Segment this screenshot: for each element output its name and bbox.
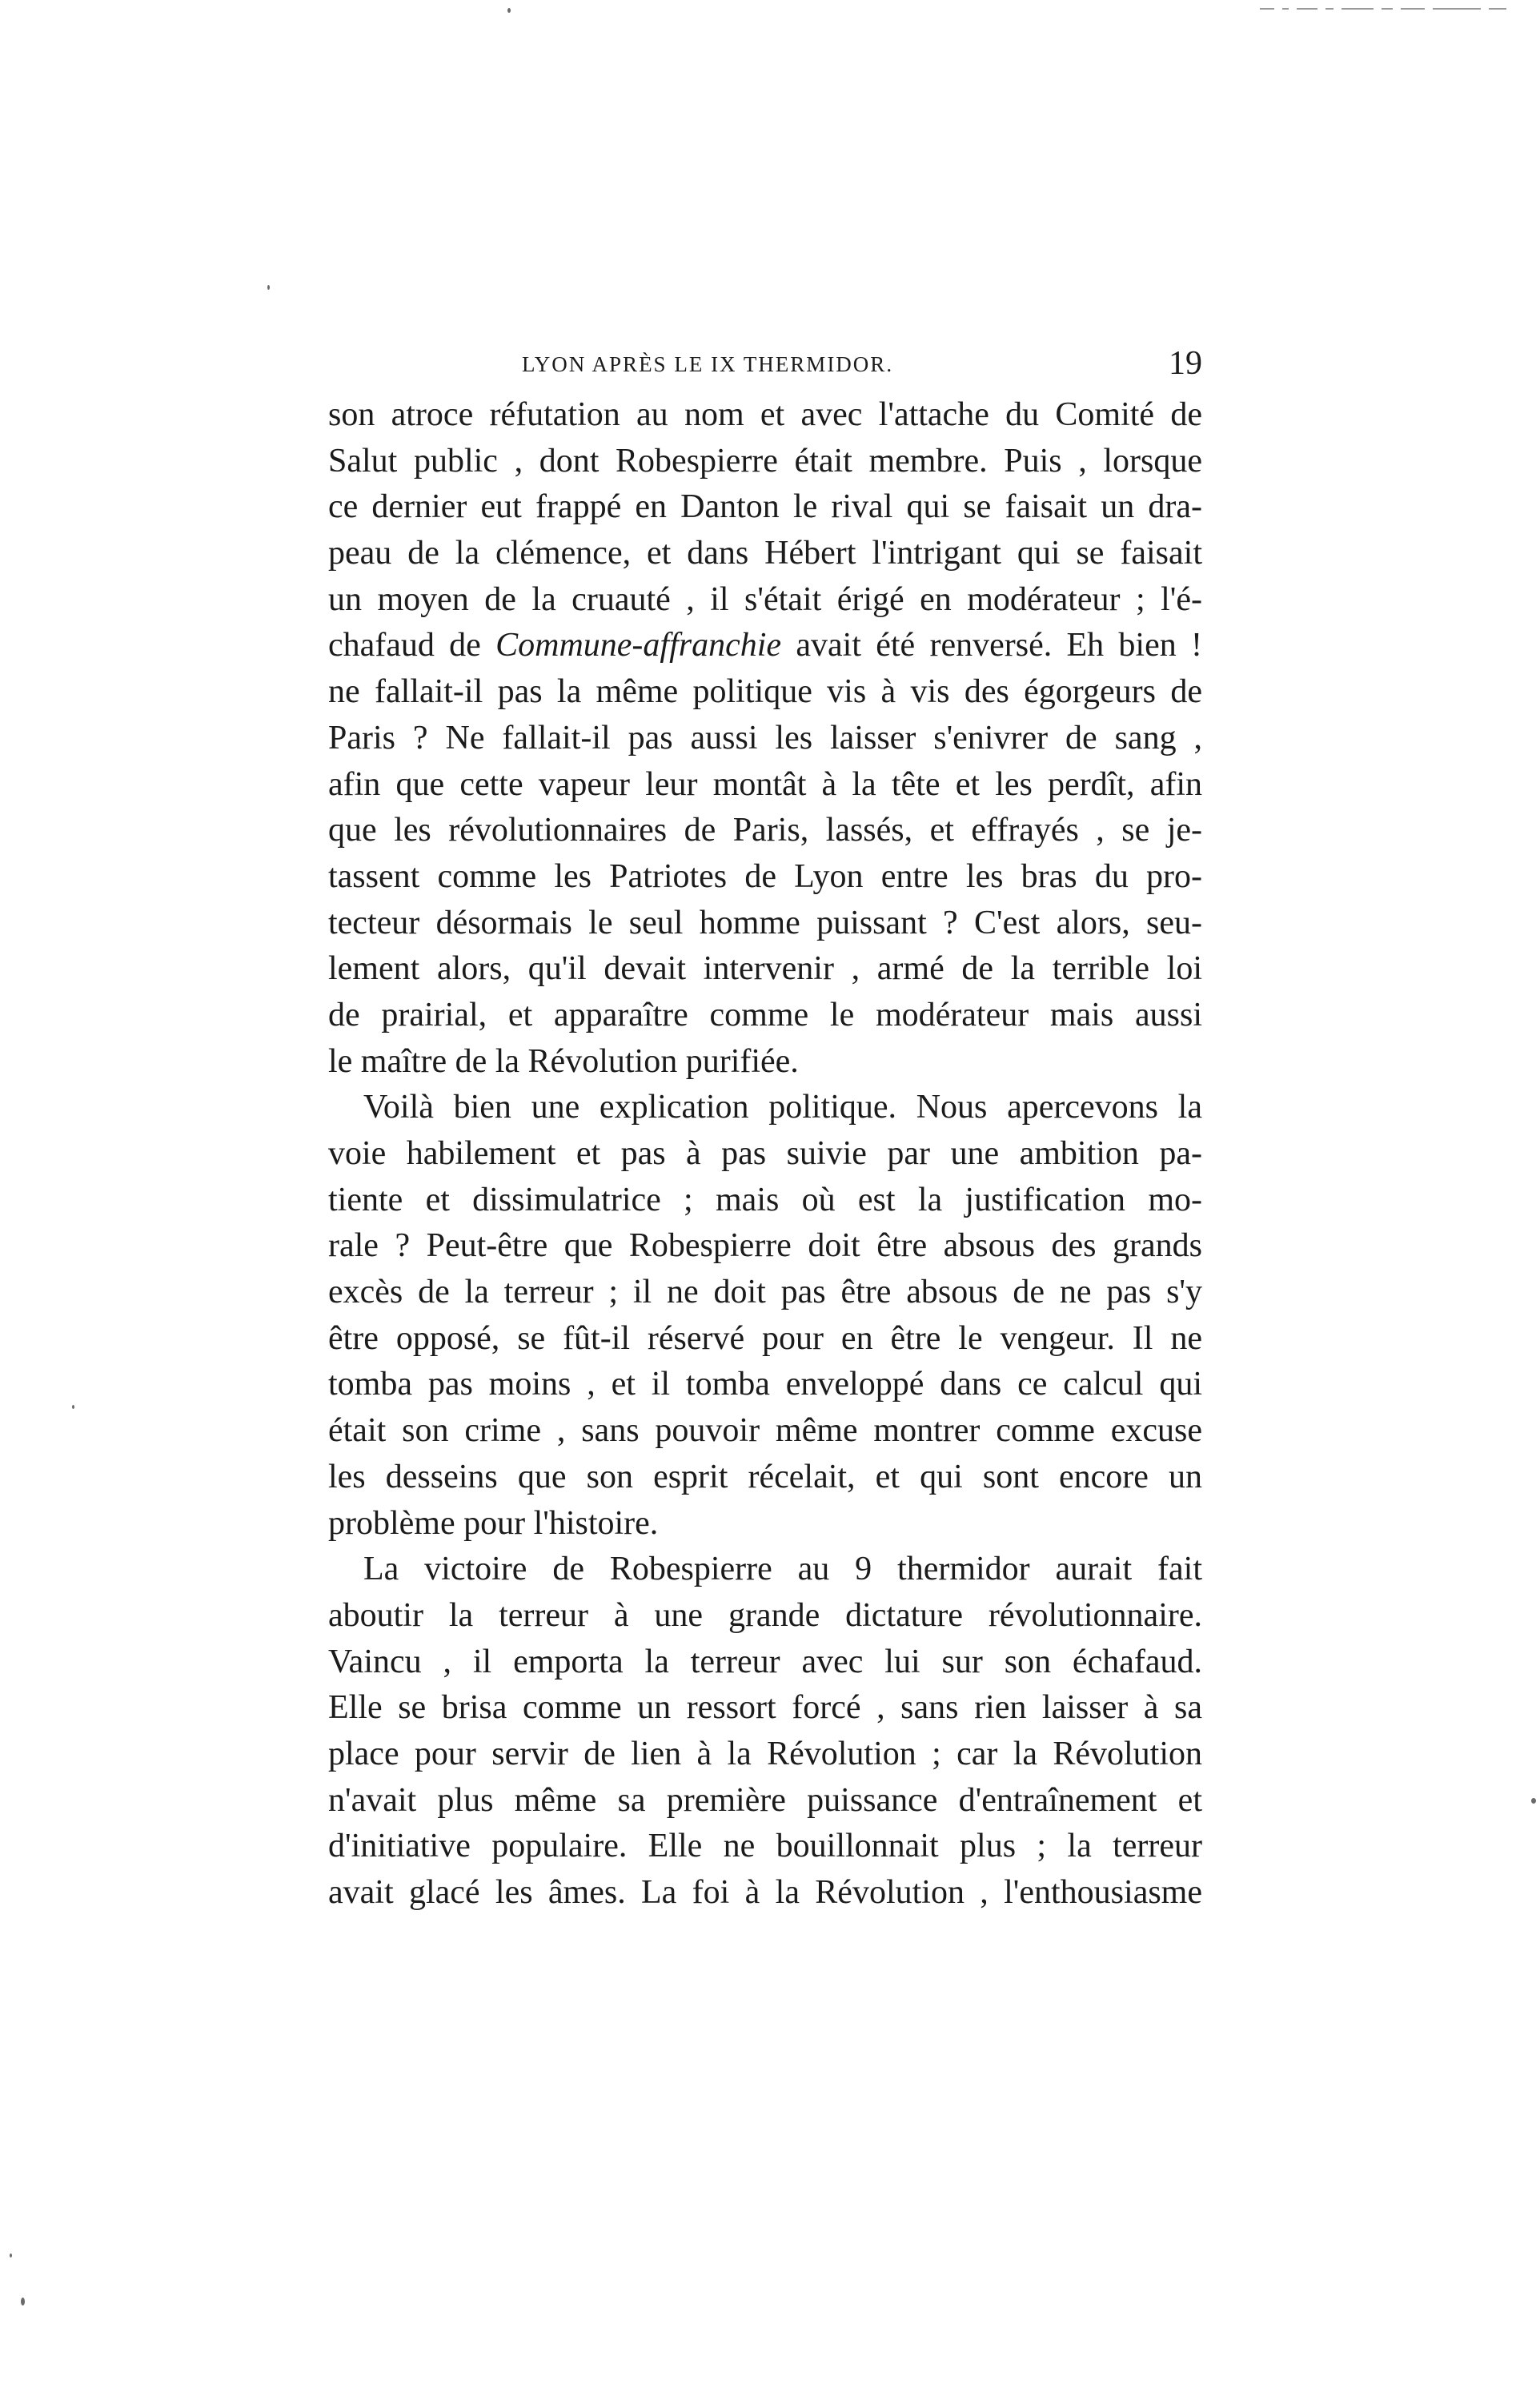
scan-speck	[10, 2253, 12, 2258]
text-line: de prairial, et apparaître comme le modérateur mais aussi	[328, 996, 1202, 1033]
text-line: ce dernier eut frappé en Danton le rival qui se faisait un dra-	[328, 488, 1202, 526]
text-line: rale ? Peut-être que Robespierre doit être absous des grands	[328, 1227, 1202, 1265]
text-line: son atroce réfutation au nom et avec l'attache du Comité de	[328, 396, 1202, 433]
text-line: lement alors, qu'il devait intervenir , armé de la terrible loi	[328, 950, 1202, 988]
text-line: afin que cette vapeur leur montât à la tête et les perdît, afin	[328, 765, 1202, 803]
text-line: Vaincu , il emporta la terreur avec lui sur son échafaud.	[328, 1643, 1202, 1680]
text-line: ne fallait-il pas la même politique vis à vis des égorgeurs de	[328, 673, 1202, 711]
text-line: Elle se brisa comme un ressort forcé , sans rien laisser à sa	[328, 1689, 1202, 1727]
text-line: tomba pas moins , et il tomba enveloppé dans ce calcul qui	[328, 1366, 1202, 1403]
text-line: le maître de la Révolution purifiée.	[328, 1042, 799, 1080]
text-line: un moyen de la cruauté , il s'était érigé en modérateur ; l'é-	[328, 580, 1202, 618]
text-line: Paris ? Ne fallait-il pas aussi les laisser s'enivrer de sang ,	[328, 719, 1202, 757]
text-line: tecteur désormais le seul homme puissant ? C'est alors, seu-	[328, 904, 1202, 941]
text-line: être opposé, se fût-il réservé pour en être le vengeur. Il ne	[328, 1319, 1202, 1357]
scan-speck	[72, 1405, 74, 1409]
scan-edge-artifact	[1260, 2, 1524, 10]
text-segment: chafaud de	[328, 627, 496, 664]
text-line: excès de la terreur ; il ne doit pas être absous de ne pas s'y	[328, 1274, 1202, 1311]
text-line: aboutir la terreur à une grande dictature révolutionnaire.	[328, 1596, 1202, 1634]
text-line	[328, 623, 1202, 669]
text-line: avait glacé les âmes. La foi à la Révolution , l'enthousiasme	[328, 1874, 1202, 1911]
italic-place-name: Commune-affranchie	[495, 627, 782, 664]
scan-speck	[1531, 1798, 1536, 1804]
text-line: voie habilement et pas à pas suivie par une ambition pa-	[328, 1135, 1202, 1172]
text-line: tassent comme les Patriotes de Lyon entre les bras du pro-	[328, 857, 1202, 895]
scan-speck	[267, 285, 270, 290]
text-line: Voilà bien une explication politique. Nous apercevons la	[363, 1089, 1202, 1126]
scan-speck	[21, 2298, 25, 2306]
text-line: que les révolutionnaires de Paris, lassés, et effrayés , se je-	[328, 812, 1202, 849]
text-line: les desseins que son esprit récelait, et qui sont encore un	[328, 1458, 1202, 1495]
text-line: Salut public , dont Robespierre était membre. Puis , lorsque	[328, 442, 1202, 480]
body-text	[328, 392, 1202, 1916]
text-line: d'initiative populaire. Elle ne bouillonnait plus ; la terreur	[328, 1828, 1202, 1865]
page-number: 19	[1169, 345, 1202, 382]
text-line: place pour servir de lien à la Révolution ; car la Révolution	[328, 1735, 1202, 1772]
running-title: LYON APRÈS LE IX THERMIDOR.	[522, 352, 894, 376]
text-line: tiente et dissimulatrice ; mais où est la justification mo-	[328, 1181, 1202, 1218]
running-head	[512, 345, 1202, 389]
text-segment: avait été renversé. Eh bien !	[781, 627, 1202, 664]
text-line: problème pour l'histoire.	[328, 1504, 659, 1542]
text-line: était son crime , sans pouvoir même montrer comme excuse	[328, 1412, 1202, 1450]
text-line: n'avait plus même sa première puissance d'entraînement et	[328, 1781, 1202, 1819]
text-line: peau de la clémence, et dans Hébert l'intrigant qui se faisait	[328, 535, 1202, 572]
text-line: La victoire de Robespierre au 9 thermidor aurait fait	[363, 1551, 1202, 1588]
scan-speck	[507, 8, 511, 13]
